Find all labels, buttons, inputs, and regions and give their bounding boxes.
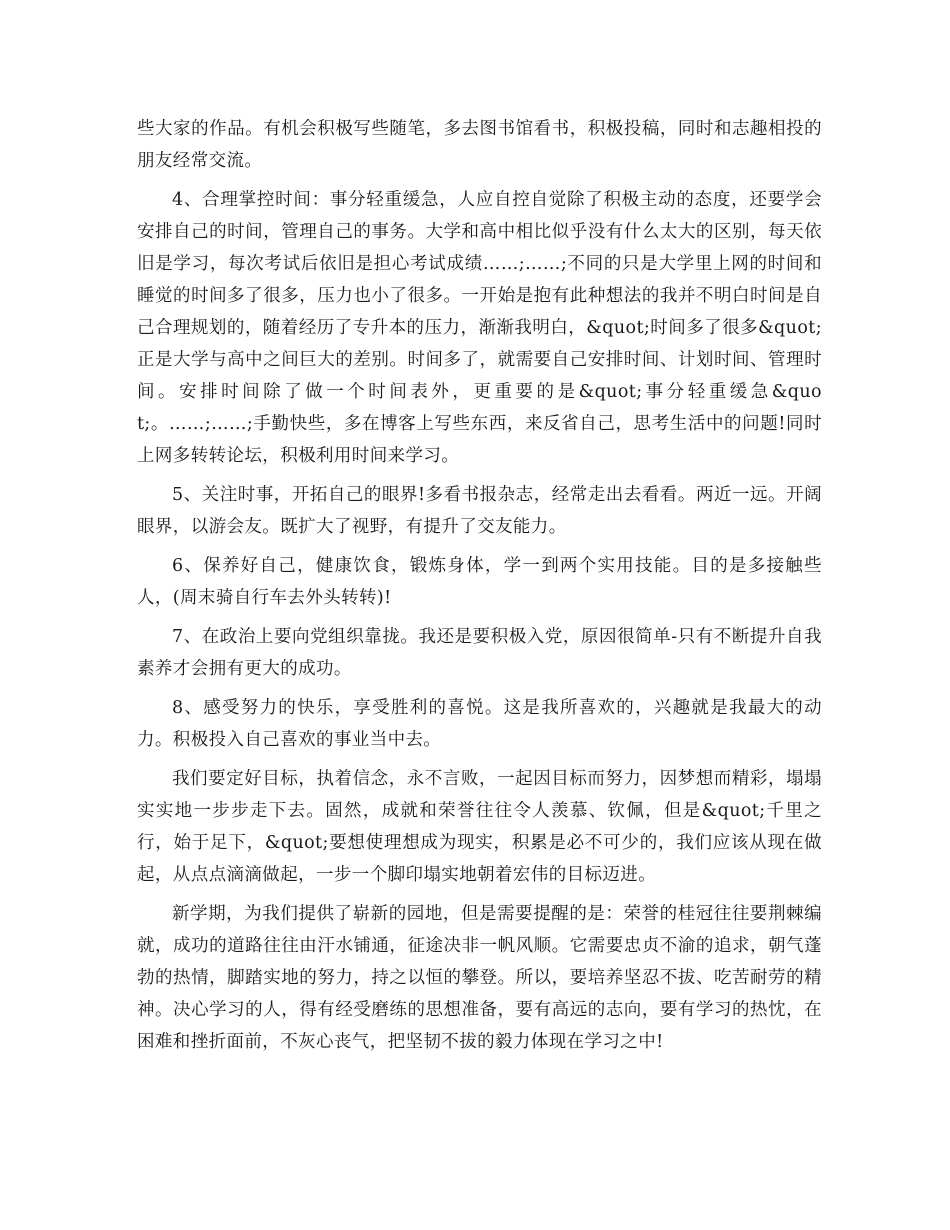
paragraph-item-6: 6、保养好自己，健康饮食，锻炼身体，学一到两个实用技能。目的是多接触些人，(周末骑自行车去外头转转)!	[137, 556, 822, 608]
paragraph-item-5: 5、关注时事，开拓自己的眼界!多看书报杂志，经常走出去看看。两近一远。开阔眼界，以游会友。既扩大了视野，有提升了交友能力。	[137, 485, 822, 537]
paragraph-new-semester: 新学期，为我们提供了崭新的园地，但是需要提醒的是：荣誉的桂冠往往要荆棘编就，成功的道路往往由汗水铺通，征途决非一帆风顺。它需要忠贞不渝的追求，朝气蓬勃的热情，脚踏实地的努力，持之以恒的攀登。所以，要培养坚忍不拔、吃苦耐劳的精神。决心学习的人，得有经受磨练的思想准备，要有高远的志向，要有学习的热忱，在困难和挫折面前，不灰心丧气，把坚韧不拔的毅力体现在学习之中!	[137, 904, 822, 1052]
document-body	[137, 113, 822, 1065]
paragraph-item-4: 4、合理掌控时间：事分轻重缓急，人应自控自觉除了积极主动的态度，还要学会安排自己的时间，管理自己的事务。大学和高中相比似乎没有什么太大的区别，每天依旧是学习，每次考试后依旧是担心考试成绩……;……;不同的只是大学里上网的时间和睡觉的时间多了很多，压力也小了很多。一开始是抱有此种想法的我并不明白时间是自己合理规划的，随着经历了专升本的压力，渐渐我明白，&quot;时间多了很多&quot;正是大学与高中之间巨大的差别。时间多了，就需要自己安排时间、计划时间、管理时间。安排时间除了做一个时间表外，更重要的是&quot;事分轻重缓急&quot;。……;……;手勤快些，多在博客上写些东西，来反省自己，思考生活中的问题!同时上网多转转论坛，积极利用时间来学习。	[137, 190, 822, 466]
paragraph-continuation: 些大家的作品。有机会积极写些随笔，多去图书馆看书，积极投稿，同时和志趣相投的朋友经常交流。	[137, 119, 822, 171]
paragraph-item-7: 7、在政治上要向党组织靠拢。我还是要积极入党，原因很简单-只有不断提升自我素养才会拥有更大的成功。	[137, 627, 822, 679]
paragraph-item-8: 8、感受努力的快乐，享受胜利的喜悦。这是我所喜欢的，兴趣就是我最大的动力。积极投入自己喜欢的事业当中去。	[137, 698, 822, 750]
paragraph-goals: 我们要定好目标，执着信念，永不言败，一起因目标而努力，因梦想而精彩，塌塌实实地一步步走下去。固然，成就和荣誉往往令人羡慕、钦佩，但是&quot;千里之行，始于足下，&quot;要想使理想成为现实，积累是必不可少的，我们应该从现在做起，从点点滴滴做起，一步一个脚印塌实地朝着宏伟的目标迈进。	[137, 769, 822, 885]
